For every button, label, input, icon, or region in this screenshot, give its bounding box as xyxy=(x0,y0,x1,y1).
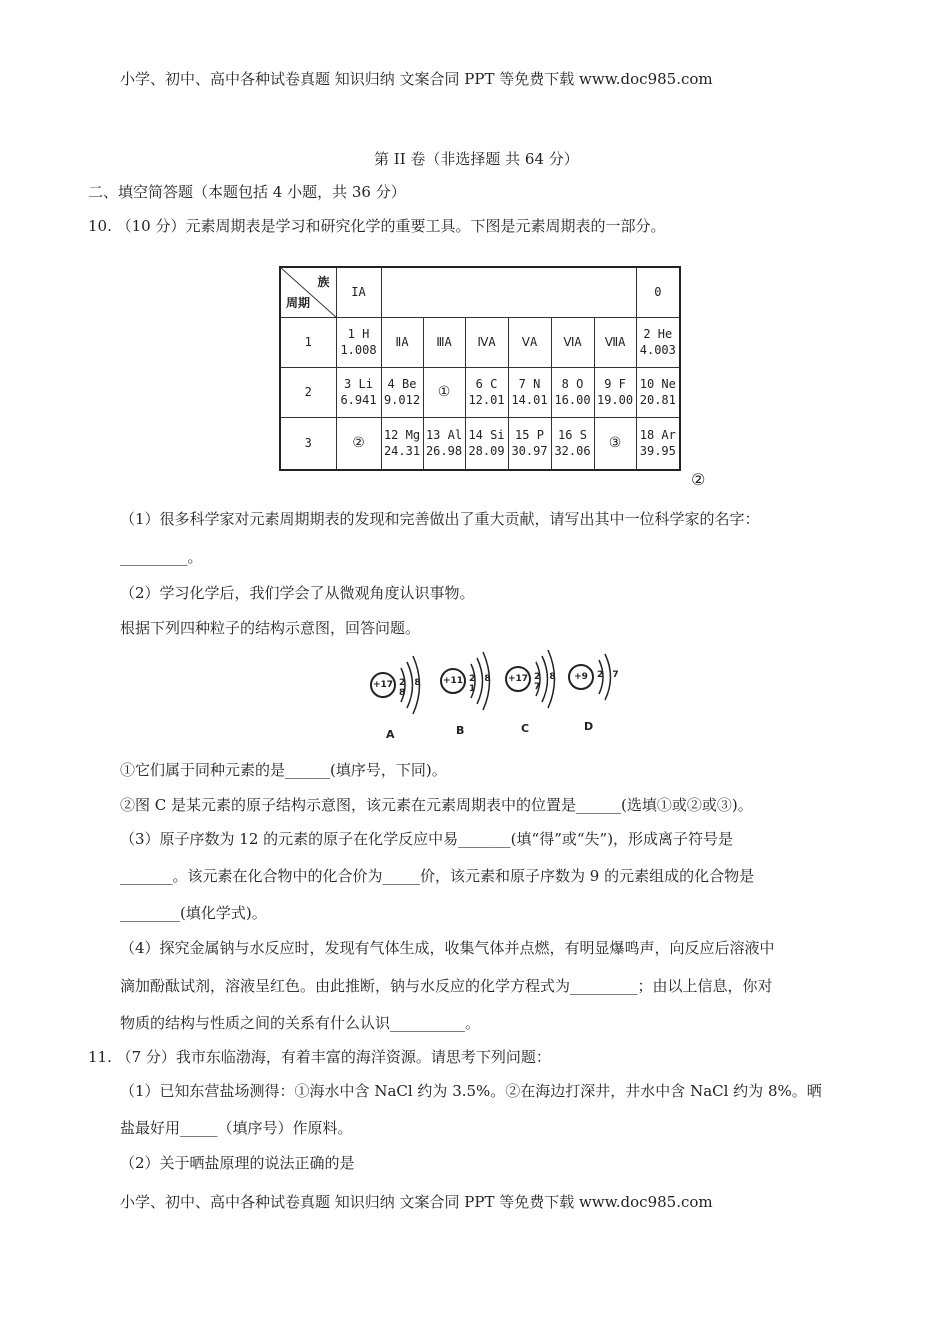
element-cell-al: 13 Al 26.98 xyxy=(423,417,465,470)
q11-p1-line1: （1）已知东营盐场测得：①海水中含 NaCl 约为 3.5%。②在海边打深井，井水中含 NaCl 约为 8%。晒 xyxy=(120,1082,822,1100)
q11-p1-line2: 盐最好用_____（填序号）作原料。 xyxy=(120,1119,353,1137)
page-header: 小学、初中、高中各种试卷真题 知识归纳 文案合同 PPT 等免费下载 www.doc985.com xyxy=(120,70,713,88)
nucleus: +11 xyxy=(440,668,466,694)
element-cell-blank-2: ② xyxy=(336,417,381,470)
q11-p2-line1: （2）关于晒盐原理的说法正确的是 xyxy=(120,1154,355,1172)
nucleus: +9 xyxy=(568,664,594,690)
element-cell-s: 16 S 32.06 xyxy=(551,417,594,470)
element-cell-h: 1 H 1.008 xyxy=(336,317,381,367)
group-header-2a: ⅡA xyxy=(381,317,423,367)
element-cell-li: 3 Li 6.941 xyxy=(336,367,381,417)
atom-diagram-a xyxy=(368,650,428,745)
element-cell-c: 6 C 12.01 xyxy=(465,367,508,417)
electron-counts: 2 8 8 xyxy=(399,678,424,698)
nucleus: +17 xyxy=(370,672,396,698)
q10-p2-q2: ②图 C 是某元素的原子结构示意图，该元素在元素周期表中的位置是______(选填①或②或③)。 xyxy=(120,796,753,814)
atom-diagram-b xyxy=(438,646,498,741)
page-footer: 小学、初中、高中各种试卷真题 知识归纳 文案合同 PPT 等免费下载 www.doc985.com xyxy=(120,1193,713,1211)
volume-title: 第 II 卷（非选择题 共 64 分） xyxy=(374,150,579,168)
electron-counts: 2 7 xyxy=(597,670,622,680)
element-cell-p: 15 P 30.97 xyxy=(508,417,551,470)
periodic-table xyxy=(279,266,681,469)
element-cell-blank-1: ① xyxy=(423,367,465,417)
q10-p3-line2: _______。该元素在化合物中的化合价为_____价，该元素和原子序数为 9 的元素组成的化合物是 xyxy=(120,867,755,885)
q10-p2-line1: （2）学习化学后，我们学会了从微观角度认识事物。 xyxy=(120,584,475,602)
section-title: 二、填空简答题（本题包括 4 小题，共 36 分） xyxy=(88,183,406,201)
q10-p2-line2: 根据下列四种粒子的结构示意图，回答问题。 xyxy=(120,619,421,637)
group-header-blank xyxy=(381,267,636,317)
table-trailing-mark: ② xyxy=(691,470,706,489)
group-header-6a: ⅥA xyxy=(551,317,594,367)
atom-diagram-c xyxy=(503,644,563,739)
q10-p3-line3: ________(填化学式)。 xyxy=(120,904,267,922)
element-cell-mg: 12 Mg 24.31 xyxy=(381,417,423,470)
atom-diagram-d xyxy=(566,642,626,737)
group-header-1a: IA xyxy=(336,267,381,317)
atom-diagrams xyxy=(366,650,626,745)
period-label-3: 3 xyxy=(280,417,336,470)
group-header-5a: ⅤA xyxy=(508,317,551,367)
group-header-0: 0 xyxy=(636,267,680,317)
electron-counts: 2 8 1 xyxy=(469,674,494,694)
period-label-1: 1 xyxy=(280,317,336,367)
q10-p4-line2: 滴加酚酞试剂，溶液呈红色。由此推断，钠与水反应的化学方程式为_________；由以上信息，你对 xyxy=(120,977,773,995)
atom-label: D xyxy=(584,720,594,733)
q10-p1-line1: （1）很多科学家对元素周期期表的发现和完善做出了重大贡献，请写出其中一位科学家的名字： xyxy=(120,510,760,528)
atom-label: B xyxy=(456,724,465,737)
element-cell-he: 2 He 4.003 xyxy=(636,317,680,367)
element-cell-f: 9 F 19.00 xyxy=(594,367,636,417)
atom-label: A xyxy=(386,728,395,741)
q10-p1-line2: _________。 xyxy=(120,548,203,566)
group-header-7a: ⅦA xyxy=(594,317,636,367)
nucleus: +17 xyxy=(505,666,531,692)
element-cell-blank-3: ③ xyxy=(594,417,636,470)
q10-intro: 10. （10 分）元素周期表是学习和研究化学的重要工具。下图是元素周期表的一部分。 xyxy=(88,217,666,235)
table-corner xyxy=(280,267,336,317)
element-cell-si: 14 Si 28.09 xyxy=(465,417,508,470)
element-cell-ne: 10 Ne 20.81 xyxy=(636,367,680,417)
q10-p2-q1: ①它们属于同种元素的是______(填序号，下同)。 xyxy=(120,761,447,779)
group-header-3a: ⅢA xyxy=(423,317,465,367)
q10-p4-line1: （4）探究金属钠与水反应时，发现有气体生成，收集气体并点燃，有明显爆鸣声，向反应后溶液中 xyxy=(120,939,775,957)
corner-group-label: 族 xyxy=(317,275,330,289)
element-cell-n: 7 N 14.01 xyxy=(508,367,551,417)
q11-intro: 11. （7 分）我市东临渤海，有着丰富的海洋资源。请思考下列问题： xyxy=(88,1048,551,1066)
atom-label: C xyxy=(521,722,530,735)
element-cell-be: 4 Be 9.012 xyxy=(381,367,423,417)
q10-p3-line1: （3）原子序数为 12 的元素的原子在化学反应中易_______(填“得”或“失”)，形成离子符号是 xyxy=(120,830,734,848)
q10-p4-line3: 物质的结构与性质之间的关系有什么认识__________。 xyxy=(120,1014,481,1032)
period-label-2: 2 xyxy=(280,367,336,417)
corner-period-label: 周期 xyxy=(286,295,311,310)
element-cell-o: 8 O 16.00 xyxy=(551,367,594,417)
electron-counts: 2 8 7 xyxy=(534,672,559,692)
group-header-4a: ⅣA xyxy=(465,317,508,367)
element-cell-ar: 18 Ar 39.95 xyxy=(636,417,680,470)
